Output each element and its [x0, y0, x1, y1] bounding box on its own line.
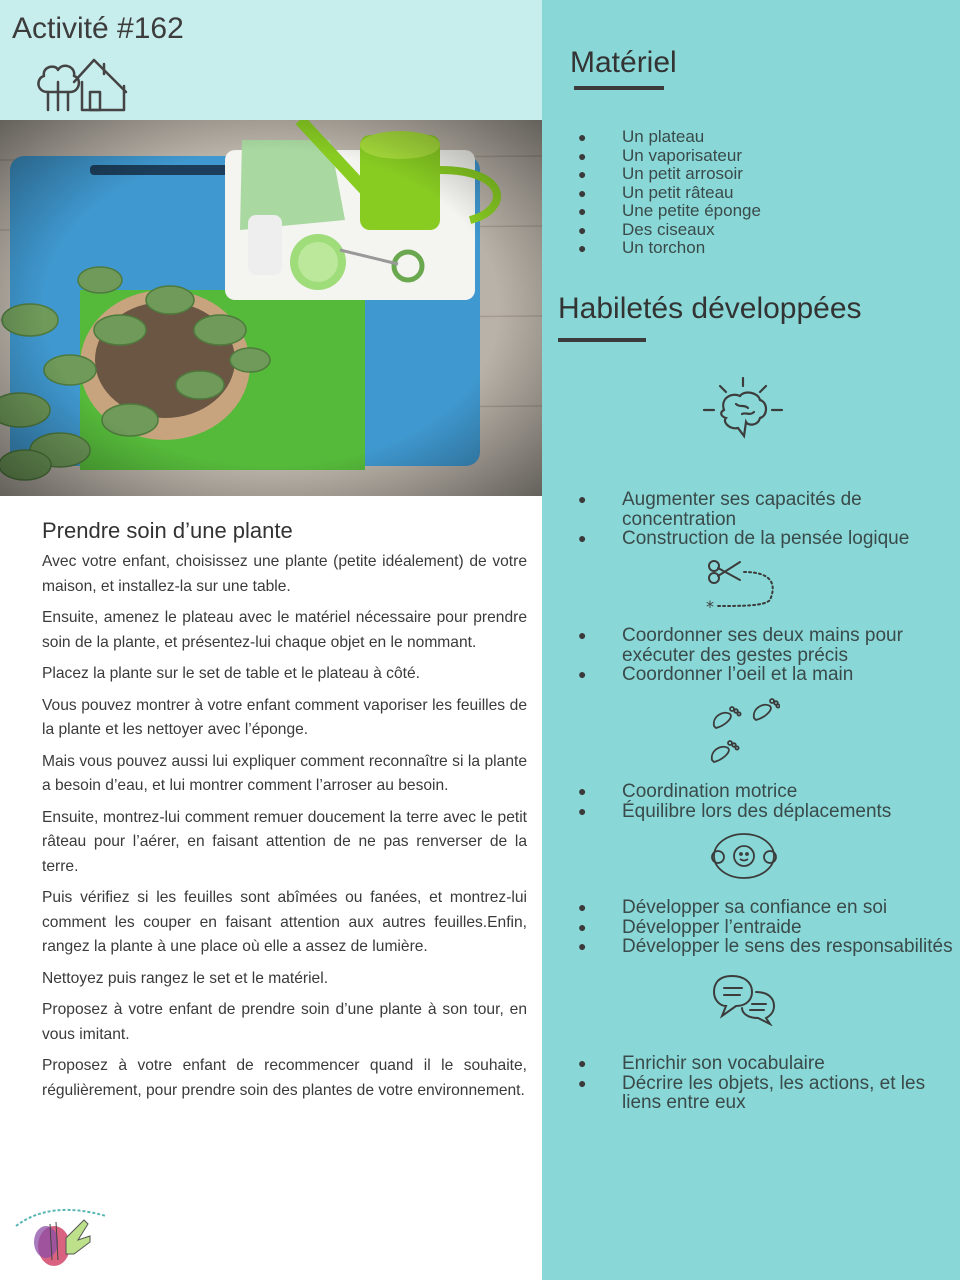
- materiel-heading: Matériel: [570, 46, 677, 79]
- paragraph: Nettoyez puis rangez le set et le matériel.: [42, 969, 329, 987]
- activity-title: Prendre soin d’une plante: [42, 518, 293, 543]
- list-item: ● Équilibre lors des déplacements: [542, 802, 960, 822]
- list-item: ● Un petit râteau: [542, 184, 960, 203]
- header-band: [0, 0, 542, 120]
- habiletes-heading: Habiletés développées: [558, 292, 862, 325]
- list-item: ● Coordonner l’oeil et la main: [542, 665, 960, 685]
- habiletes-list-motricite: [542, 782, 960, 821]
- habiletes-underline: [558, 338, 646, 342]
- list-item: ● Augmenter ses capacités de concentration: [542, 490, 960, 529]
- paragraph: Vous pouvez montrer à votre enfant comment vaporiser les feuilles de la plante et les nettoyer avec l’éponge.: [42, 696, 527, 738]
- list-item: ● Construction de la pensée logique: [542, 529, 960, 549]
- list-item: ● Un plateau: [542, 128, 960, 147]
- materiel-list: [542, 128, 960, 258]
- paragraph: Avec votre enfant, choisissez une plante (petite idéalement) de votre maison, et installez-la sur une table.: [42, 553, 527, 595]
- speech-bubbles-icon: [712, 972, 776, 1026]
- habiletes-list-confiance: [542, 898, 960, 957]
- habiletes-list-coordination: [542, 626, 960, 685]
- sidebar: [542, 0, 960, 1280]
- scissors-icon: [704, 556, 776, 612]
- list-item: ● Un petit arrosoir: [542, 165, 960, 184]
- faces-circle-icon: [708, 830, 780, 882]
- list-item: ● Enrichir son vocabulaire: [542, 1054, 960, 1074]
- list-item: ● Développer sa confiance en soi: [542, 898, 960, 918]
- list-item: ● Décrire les objets, les actions, et les liens entre eux: [542, 1074, 960, 1113]
- paragraph: Proposez à votre enfant de recommencer quand il le souhaite, régulièrement, pour prendre soin des plantes de votre environnement.: [42, 1057, 527, 1099]
- plant-care-tray-photo: [0, 120, 542, 496]
- paragraph: Proposez à votre enfant de prendre soin d’une plante à son tour, en vous imitant.: [42, 1001, 527, 1043]
- paragraph: Ensuite, montrez-lui comment remuer doucement la terre avec le petit râteau pour l’aérer, en faisant attention de ne pas renverser de la terre.: [42, 808, 527, 875]
- activity-description: [42, 518, 527, 1110]
- hands-logo-icon: [10, 1198, 110, 1272]
- list-item: ● Développer le sens des responsabilités: [542, 937, 960, 957]
- list-item: ● Coordonner ses deux mains pour exécuter des gestes précis: [542, 626, 960, 665]
- list-item: ● Un torchon: [542, 239, 960, 258]
- list-item: ● Un vaporisateur: [542, 147, 960, 166]
- svg-text:*: *: [706, 597, 714, 612]
- brain-icon: [702, 374, 784, 446]
- list-item: ● Des ciseaux: [542, 221, 960, 240]
- paragraph: Ensuite, amenez le plateau avec le matériel nécessaire pour prendre soin de la plante, et présentez-lui chaque objet en le nommant.: [42, 609, 527, 651]
- tree-house-icon: [34, 52, 130, 114]
- list-item: ● Coordination motrice: [542, 782, 960, 802]
- paragraph: Puis vérifiez si les feuilles sont abîmées ou fanées, et montrez-lui comment les couper en faisant attention aux autres feuilles.Enfin, rangez la plante à une place où elle a assez de lumière.: [42, 889, 527, 955]
- list-item: ● Développer l’entraide: [542, 918, 960, 938]
- paragraph: Mais vous pouvez aussi lui expliquer comment reconnaître si la plante a besoin d’eau, et lui montrer comment l’arroser au besoin.: [42, 752, 527, 794]
- habiletes-list-concentration: [542, 490, 960, 549]
- habiletes-list-langage: [542, 1054, 960, 1113]
- materiel-underline: [574, 86, 664, 90]
- paragraph: Placez la plante sur le set de table et le plateau à côté.: [42, 665, 420, 682]
- page-title: Activité #162: [12, 12, 184, 45]
- footprints-icon: [708, 692, 780, 766]
- list-item: ● Une petite éponge: [542, 202, 960, 221]
